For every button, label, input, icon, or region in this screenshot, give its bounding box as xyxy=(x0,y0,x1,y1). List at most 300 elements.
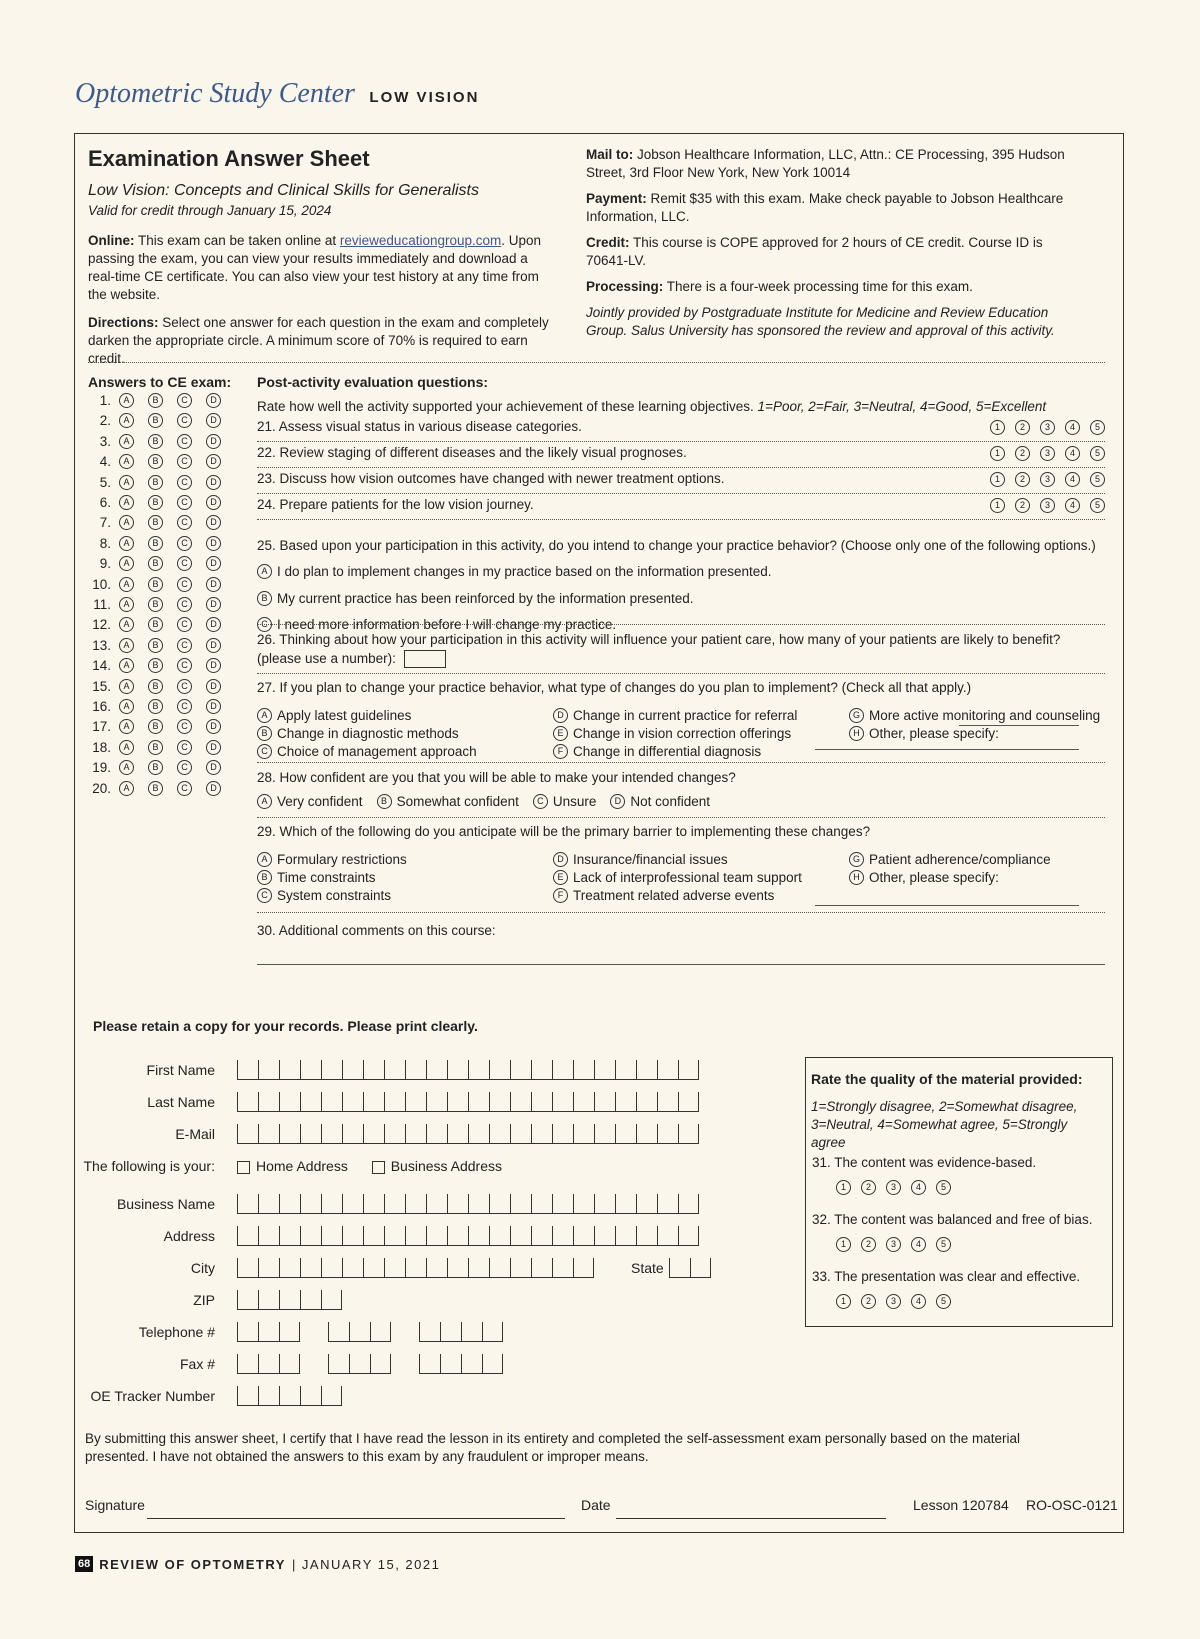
answer-bubble-b[interactable]: B xyxy=(148,413,163,428)
char-box[interactable] xyxy=(384,1226,405,1246)
answer-bubble-c[interactable]: C xyxy=(177,556,192,571)
answer-bubble-c[interactable]: C xyxy=(177,577,192,592)
answer-bubble-c[interactable]: C xyxy=(177,475,192,490)
answer-bubble-a[interactable]: A xyxy=(119,577,134,592)
option-bubble-d[interactable]: D xyxy=(553,708,568,723)
char-box[interactable] xyxy=(258,1354,279,1374)
option-bubble-h[interactable]: H xyxy=(849,726,864,741)
rating-bubble-4[interactable]: 4 xyxy=(1065,446,1080,461)
option-bubble-h[interactable]: H xyxy=(849,870,864,885)
char-box[interactable] xyxy=(615,1194,636,1214)
char-box[interactable] xyxy=(279,1290,300,1310)
answer-bubble-a[interactable]: A xyxy=(119,434,134,449)
address-field[interactable] xyxy=(237,1226,699,1246)
char-box[interactable] xyxy=(363,1060,384,1080)
q27-other-line-2[interactable] xyxy=(815,749,1079,750)
answer-bubble-b[interactable]: B xyxy=(148,536,163,551)
rating-bubble-3[interactable]: 3 xyxy=(886,1180,901,1195)
char-box[interactable] xyxy=(258,1060,279,1080)
char-box[interactable] xyxy=(426,1092,447,1112)
char-box[interactable] xyxy=(300,1258,321,1278)
char-box[interactable] xyxy=(489,1226,510,1246)
option-bubble-d[interactable]: D xyxy=(553,852,568,867)
char-box[interactable] xyxy=(321,1124,342,1144)
char-box[interactable] xyxy=(615,1060,636,1080)
char-box[interactable] xyxy=(237,1194,258,1214)
rating-bubble-3[interactable]: 3 xyxy=(886,1237,901,1252)
char-box[interactable] xyxy=(384,1258,405,1278)
q27-other-line[interactable] xyxy=(959,725,1079,726)
char-box[interactable] xyxy=(447,1226,468,1246)
answer-bubble-c[interactable]: C xyxy=(177,658,192,673)
answer-bubble-c[interactable]: C xyxy=(177,699,192,714)
char-box[interactable] xyxy=(370,1354,391,1374)
char-box[interactable] xyxy=(237,1226,258,1246)
answer-bubble-b[interactable]: B xyxy=(148,617,163,632)
option-bubble-a[interactable]: A xyxy=(257,794,272,809)
answer-bubble-a[interactable]: A xyxy=(119,617,134,632)
answer-bubble-b[interactable]: B xyxy=(148,454,163,469)
rating-bubble-1[interactable]: 1 xyxy=(836,1237,851,1252)
char-box[interactable] xyxy=(552,1226,573,1246)
char-box[interactable] xyxy=(615,1092,636,1112)
char-box[interactable] xyxy=(510,1258,531,1278)
answer-bubble-a[interactable]: A xyxy=(119,638,134,653)
char-box[interactable] xyxy=(468,1258,489,1278)
char-box[interactable] xyxy=(594,1226,615,1246)
char-box[interactable] xyxy=(258,1092,279,1112)
answer-bubble-b[interactable]: B xyxy=(148,597,163,612)
char-box[interactable] xyxy=(468,1092,489,1112)
answer-bubble-a[interactable]: A xyxy=(119,495,134,510)
char-box[interactable] xyxy=(258,1194,279,1214)
answer-bubble-a[interactable]: A xyxy=(119,699,134,714)
answer-bubble-c[interactable]: C xyxy=(177,515,192,530)
char-box[interactable] xyxy=(237,1354,258,1374)
char-box[interactable] xyxy=(279,1354,300,1374)
answer-bubble-a[interactable]: A xyxy=(119,719,134,734)
char-box[interactable] xyxy=(279,1322,300,1342)
char-box[interactable] xyxy=(237,1258,258,1278)
char-box[interactable] xyxy=(552,1194,573,1214)
char-box[interactable] xyxy=(405,1258,426,1278)
char-box[interactable] xyxy=(258,1290,279,1310)
fax-prefix-field[interactable] xyxy=(328,1354,391,1374)
char-box[interactable] xyxy=(384,1092,405,1112)
rating-bubble-2[interactable]: 2 xyxy=(1015,446,1030,461)
char-box[interactable] xyxy=(531,1258,552,1278)
answer-bubble-d[interactable]: D xyxy=(206,597,221,612)
char-box[interactable] xyxy=(482,1322,503,1342)
char-box[interactable] xyxy=(447,1258,468,1278)
char-box[interactable] xyxy=(615,1124,636,1144)
rating-bubble-2[interactable]: 2 xyxy=(861,1294,876,1309)
char-box[interactable] xyxy=(279,1124,300,1144)
char-box[interactable] xyxy=(237,1124,258,1144)
answer-bubble-d[interactable]: D xyxy=(206,740,221,755)
char-box[interactable] xyxy=(342,1092,363,1112)
char-box[interactable] xyxy=(468,1060,489,1080)
answer-bubble-d[interactable]: D xyxy=(206,413,221,428)
rating-bubble-1[interactable]: 1 xyxy=(836,1294,851,1309)
fax-area-field[interactable] xyxy=(237,1354,300,1374)
char-box[interactable] xyxy=(237,1092,258,1112)
tracker-number-field[interactable] xyxy=(237,1386,342,1406)
answer-bubble-d[interactable]: D xyxy=(206,658,221,673)
char-box[interactable] xyxy=(678,1060,699,1080)
char-box[interactable] xyxy=(300,1226,321,1246)
answer-bubble-b[interactable]: B xyxy=(148,475,163,490)
telephone-prefix-field[interactable] xyxy=(328,1322,391,1342)
option-bubble-a[interactable]: A xyxy=(257,564,272,579)
char-box[interactable] xyxy=(440,1322,461,1342)
answer-bubble-c[interactable]: C xyxy=(177,781,192,796)
char-box[interactable] xyxy=(279,1092,300,1112)
rating-bubble-3[interactable]: 3 xyxy=(1040,498,1055,513)
option-bubble-b[interactable]: B xyxy=(257,870,272,885)
char-box[interactable] xyxy=(573,1060,594,1080)
answer-bubble-d[interactable]: D xyxy=(206,515,221,530)
answer-bubble-a[interactable]: A xyxy=(119,740,134,755)
signature-line[interactable] xyxy=(147,1518,565,1519)
option-bubble-f[interactable]: F xyxy=(553,744,568,759)
rating-bubble-3[interactable]: 3 xyxy=(1040,472,1055,487)
rating-bubble-4[interactable]: 4 xyxy=(911,1237,926,1252)
option-bubble-e[interactable]: E xyxy=(553,726,568,741)
rating-bubble-1[interactable]: 1 xyxy=(990,498,1005,513)
char-box[interactable] xyxy=(489,1258,510,1278)
char-box[interactable] xyxy=(678,1226,699,1246)
answer-bubble-c[interactable]: C xyxy=(177,617,192,632)
char-box[interactable] xyxy=(349,1354,370,1374)
rating-bubble-5[interactable]: 5 xyxy=(1090,472,1105,487)
char-box[interactable] xyxy=(510,1060,531,1080)
char-box[interactable] xyxy=(510,1092,531,1112)
char-box[interactable] xyxy=(636,1124,657,1144)
char-box[interactable] xyxy=(258,1386,279,1406)
answer-bubble-b[interactable]: B xyxy=(148,719,163,734)
answer-bubble-d[interactable]: D xyxy=(206,760,221,775)
option-bubble-d[interactable]: D xyxy=(610,794,625,809)
char-box[interactable] xyxy=(461,1322,482,1342)
answer-bubble-d[interactable]: D xyxy=(206,679,221,694)
char-box[interactable] xyxy=(342,1124,363,1144)
char-box[interactable] xyxy=(363,1226,384,1246)
answer-bubble-a[interactable]: A xyxy=(119,454,134,469)
rating-bubble-3[interactable]: 3 xyxy=(1040,420,1055,435)
char-box[interactable] xyxy=(468,1226,489,1246)
rating-bubble-1[interactable]: 1 xyxy=(836,1180,851,1195)
answer-bubble-b[interactable]: B xyxy=(148,515,163,530)
answer-bubble-c[interactable]: C xyxy=(177,679,192,694)
char-box[interactable] xyxy=(489,1060,510,1080)
char-box[interactable] xyxy=(510,1226,531,1246)
char-box[interactable] xyxy=(426,1124,447,1144)
answer-bubble-c[interactable]: C xyxy=(177,638,192,653)
answer-bubble-d[interactable]: D xyxy=(206,577,221,592)
option-bubble-a[interactable]: A xyxy=(257,708,272,723)
char-box[interactable] xyxy=(321,1258,342,1278)
char-box[interactable] xyxy=(426,1226,447,1246)
char-box[interactable] xyxy=(426,1194,447,1214)
char-box[interactable] xyxy=(237,1290,258,1310)
answer-bubble-b[interactable]: B xyxy=(148,393,163,408)
char-box[interactable] xyxy=(300,1124,321,1144)
patients-number-input[interactable] xyxy=(404,650,446,668)
char-box[interactable] xyxy=(405,1194,426,1214)
char-box[interactable] xyxy=(594,1092,615,1112)
education-website-link[interactable]: revieweducationgroup.com xyxy=(339,233,502,248)
rating-bubble-3[interactable]: 3 xyxy=(886,1294,901,1309)
char-box[interactable] xyxy=(447,1124,468,1144)
rating-bubble-4[interactable]: 4 xyxy=(1065,420,1080,435)
rating-bubble-2[interactable]: 2 xyxy=(861,1180,876,1195)
char-box[interactable] xyxy=(342,1258,363,1278)
option-bubble-a[interactable]: A xyxy=(257,852,272,867)
state-field[interactable] xyxy=(669,1258,711,1278)
char-box[interactable] xyxy=(300,1060,321,1080)
char-box[interactable] xyxy=(405,1092,426,1112)
option-bubble-g[interactable]: G xyxy=(849,708,864,723)
answer-bubble-d[interactable]: D xyxy=(206,434,221,449)
char-box[interactable] xyxy=(594,1060,615,1080)
answer-bubble-b[interactable]: B xyxy=(148,658,163,673)
option-bubble-b[interactable]: B xyxy=(257,591,272,606)
rating-bubble-1[interactable]: 1 xyxy=(990,446,1005,461)
char-box[interactable] xyxy=(510,1194,531,1214)
answer-bubble-d[interactable]: D xyxy=(206,699,221,714)
char-box[interactable] xyxy=(321,1290,342,1310)
char-box[interactable] xyxy=(594,1194,615,1214)
char-box[interactable] xyxy=(531,1060,552,1080)
rating-bubble-5[interactable]: 5 xyxy=(936,1294,951,1309)
answer-bubble-b[interactable]: B xyxy=(148,760,163,775)
char-box[interactable] xyxy=(426,1258,447,1278)
char-box[interactable] xyxy=(573,1194,594,1214)
rating-bubble-5[interactable]: 5 xyxy=(1090,420,1105,435)
rating-bubble-5[interactable]: 5 xyxy=(1090,498,1105,513)
char-box[interactable] xyxy=(321,1226,342,1246)
char-box[interactable] xyxy=(300,1194,321,1214)
char-box[interactable] xyxy=(300,1386,321,1406)
option-bubble-c[interactable]: C xyxy=(257,744,272,759)
char-box[interactable] xyxy=(363,1124,384,1144)
answer-bubble-d[interactable]: D xyxy=(206,393,221,408)
char-box[interactable] xyxy=(552,1258,573,1278)
option-bubble-b[interactable]: B xyxy=(257,726,272,741)
first-name-field[interactable] xyxy=(237,1060,699,1080)
char-box[interactable] xyxy=(279,1194,300,1214)
char-box[interactable] xyxy=(669,1258,690,1278)
char-box[interactable] xyxy=(657,1092,678,1112)
answer-bubble-d[interactable]: D xyxy=(206,617,221,632)
option-bubble-b[interactable]: B xyxy=(377,794,392,809)
char-box[interactable] xyxy=(636,1194,657,1214)
char-box[interactable] xyxy=(279,1386,300,1406)
char-box[interactable] xyxy=(657,1060,678,1080)
char-box[interactable] xyxy=(573,1092,594,1112)
char-box[interactable] xyxy=(419,1354,440,1374)
last-name-field[interactable] xyxy=(237,1092,699,1112)
char-box[interactable] xyxy=(636,1226,657,1246)
answer-bubble-a[interactable]: A xyxy=(119,515,134,530)
answer-bubble-c[interactable]: C xyxy=(177,740,192,755)
char-box[interactable] xyxy=(657,1226,678,1246)
rating-bubble-5[interactable]: 5 xyxy=(936,1180,951,1195)
answer-bubble-a[interactable]: A xyxy=(119,679,134,694)
char-box[interactable] xyxy=(531,1124,552,1144)
char-box[interactable] xyxy=(426,1060,447,1080)
business-name-field[interactable] xyxy=(237,1194,699,1214)
char-box[interactable] xyxy=(531,1092,552,1112)
rating-bubble-2[interactable]: 2 xyxy=(1015,472,1030,487)
char-box[interactable] xyxy=(468,1194,489,1214)
option-bubble-e[interactable]: E xyxy=(553,870,568,885)
rating-bubble-4[interactable]: 4 xyxy=(1065,498,1080,513)
telephone-line-field[interactable] xyxy=(419,1322,503,1342)
home-address-checkbox[interactable] xyxy=(237,1161,250,1174)
char-box[interactable] xyxy=(419,1322,440,1342)
char-box[interactable] xyxy=(258,1258,279,1278)
answer-bubble-c[interactable]: C xyxy=(177,536,192,551)
char-box[interactable] xyxy=(573,1258,594,1278)
answer-bubble-c[interactable]: C xyxy=(177,413,192,428)
answer-bubble-b[interactable]: B xyxy=(148,638,163,653)
char-box[interactable] xyxy=(321,1386,342,1406)
char-box[interactable] xyxy=(328,1354,349,1374)
char-box[interactable] xyxy=(489,1194,510,1214)
char-box[interactable] xyxy=(300,1092,321,1112)
char-box[interactable] xyxy=(363,1258,384,1278)
city-field[interactable] xyxy=(237,1258,594,1278)
char-box[interactable] xyxy=(279,1226,300,1246)
option-bubble-c[interactable]: C xyxy=(257,888,272,903)
option-bubble-f[interactable]: F xyxy=(553,888,568,903)
char-box[interactable] xyxy=(552,1124,573,1144)
rating-bubble-3[interactable]: 3 xyxy=(1040,446,1055,461)
char-box[interactable] xyxy=(482,1354,503,1374)
answer-bubble-a[interactable]: A xyxy=(119,781,134,796)
answer-bubble-c[interactable]: C xyxy=(177,495,192,510)
char-box[interactable] xyxy=(678,1092,699,1112)
answer-bubble-a[interactable]: A xyxy=(119,393,134,408)
char-box[interactable] xyxy=(328,1322,349,1342)
char-box[interactable] xyxy=(342,1060,363,1080)
answer-bubble-b[interactable]: B xyxy=(148,740,163,755)
char-box[interactable] xyxy=(573,1124,594,1144)
char-box[interactable] xyxy=(489,1092,510,1112)
char-box[interactable] xyxy=(279,1060,300,1080)
answer-bubble-d[interactable]: D xyxy=(206,495,221,510)
char-box[interactable] xyxy=(258,1124,279,1144)
answer-bubble-b[interactable]: B xyxy=(148,556,163,571)
char-box[interactable] xyxy=(405,1060,426,1080)
fax-line-field[interactable] xyxy=(419,1354,503,1374)
rating-bubble-4[interactable]: 4 xyxy=(911,1294,926,1309)
email-field[interactable] xyxy=(237,1124,699,1144)
char-box[interactable] xyxy=(321,1060,342,1080)
char-box[interactable] xyxy=(237,1060,258,1080)
char-box[interactable] xyxy=(321,1194,342,1214)
char-box[interactable] xyxy=(447,1092,468,1112)
char-box[interactable] xyxy=(237,1386,258,1406)
answer-bubble-a[interactable]: A xyxy=(119,556,134,571)
comments-line[interactable] xyxy=(257,964,1105,965)
option-bubble-c[interactable]: C xyxy=(533,794,548,809)
char-box[interactable] xyxy=(657,1124,678,1144)
answer-bubble-c[interactable]: C xyxy=(177,597,192,612)
answer-bubble-a[interactable]: A xyxy=(119,760,134,775)
answer-bubble-d[interactable]: D xyxy=(206,638,221,653)
answer-bubble-a[interactable]: A xyxy=(119,658,134,673)
char-box[interactable] xyxy=(489,1124,510,1144)
char-box[interactable] xyxy=(531,1194,552,1214)
char-box[interactable] xyxy=(447,1060,468,1080)
rating-bubble-2[interactable]: 2 xyxy=(1015,498,1030,513)
char-box[interactable] xyxy=(258,1322,279,1342)
answer-bubble-b[interactable]: B xyxy=(148,679,163,694)
q29-other-line[interactable] xyxy=(815,905,1079,906)
answer-bubble-b[interactable]: B xyxy=(148,577,163,592)
char-box[interactable] xyxy=(279,1258,300,1278)
char-box[interactable] xyxy=(405,1124,426,1144)
char-box[interactable] xyxy=(468,1124,489,1144)
char-box[interactable] xyxy=(370,1322,391,1342)
answer-bubble-d[interactable]: D xyxy=(206,719,221,734)
char-box[interactable] xyxy=(300,1290,321,1310)
answer-bubble-b[interactable]: B xyxy=(148,495,163,510)
char-box[interactable] xyxy=(552,1092,573,1112)
answer-bubble-d[interactable]: D xyxy=(206,781,221,796)
char-box[interactable] xyxy=(321,1092,342,1112)
char-box[interactable] xyxy=(384,1060,405,1080)
answer-bubble-b[interactable]: B xyxy=(148,434,163,449)
char-box[interactable] xyxy=(657,1194,678,1214)
char-box[interactable] xyxy=(384,1194,405,1214)
date-line[interactable] xyxy=(616,1518,886,1519)
answer-bubble-d[interactable]: D xyxy=(206,454,221,469)
char-box[interactable] xyxy=(447,1194,468,1214)
rating-bubble-4[interactable]: 4 xyxy=(911,1180,926,1195)
answer-bubble-a[interactable]: A xyxy=(119,475,134,490)
answer-bubble-d[interactable]: D xyxy=(206,475,221,490)
char-box[interactable] xyxy=(342,1194,363,1214)
answer-bubble-b[interactable]: B xyxy=(148,781,163,796)
rating-bubble-4[interactable]: 4 xyxy=(1065,472,1080,487)
char-box[interactable] xyxy=(678,1124,699,1144)
telephone-area-field[interactable] xyxy=(237,1322,300,1342)
answer-bubble-a[interactable]: A xyxy=(119,536,134,551)
char-box[interactable] xyxy=(552,1060,573,1080)
answer-bubble-c[interactable]: C xyxy=(177,454,192,469)
char-box[interactable] xyxy=(678,1194,699,1214)
answer-bubble-c[interactable]: C xyxy=(177,434,192,449)
char-box[interactable] xyxy=(461,1354,482,1374)
char-box[interactable] xyxy=(384,1124,405,1144)
option-bubble-g[interactable]: G xyxy=(849,852,864,867)
rating-bubble-1[interactable]: 1 xyxy=(990,472,1005,487)
answer-bubble-c[interactable]: C xyxy=(177,393,192,408)
char-box[interactable] xyxy=(510,1124,531,1144)
char-box[interactable] xyxy=(636,1060,657,1080)
answer-bubble-b[interactable]: B xyxy=(148,699,163,714)
rating-bubble-2[interactable]: 2 xyxy=(861,1237,876,1252)
answer-bubble-d[interactable]: D xyxy=(206,556,221,571)
char-box[interactable] xyxy=(594,1124,615,1144)
answer-bubble-a[interactable]: A xyxy=(119,413,134,428)
option-bubble-c[interactable]: C xyxy=(257,617,272,632)
char-box[interactable] xyxy=(690,1258,711,1278)
